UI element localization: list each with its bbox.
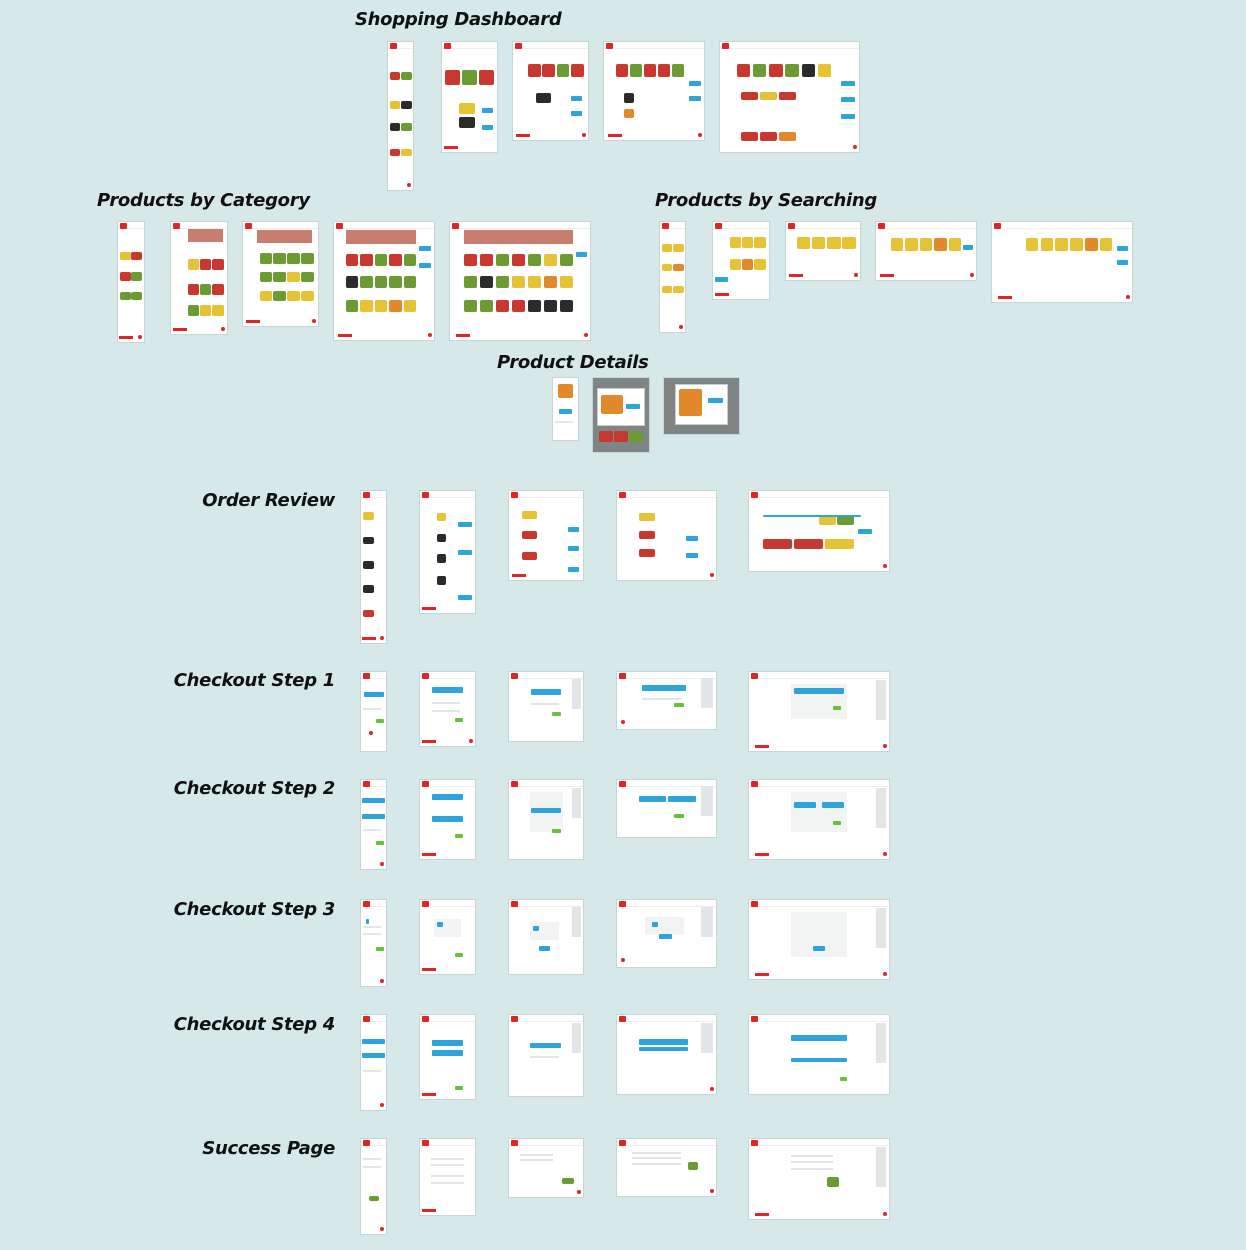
checkout2-tablet-thumbnail[interactable] <box>420 780 475 859</box>
order-review-tablet-thumbnail[interactable] <box>420 491 475 613</box>
checkout2-small-desktop-thumbnail[interactable] <box>509 780 583 859</box>
heading-checkout-step-1: Checkout Step 1 <box>173 670 335 691</box>
heading-success-page: Success Page <box>202 1138 335 1159</box>
category-tablet-thumbnail[interactable] <box>171 222 227 334</box>
dashboard-tablet-thumbnail[interactable] <box>442 42 497 152</box>
checkout1-mobile-thumbnail[interactable] <box>361 672 386 751</box>
search-tablet-thumbnail[interactable] <box>713 222 769 299</box>
checkout2-wide-thumbnail[interactable] <box>749 780 889 859</box>
checkout4-small-desktop-thumbnail[interactable] <box>509 1015 583 1096</box>
order-review-small-desktop-thumbnail[interactable] <box>509 491 583 580</box>
checkout3-small-desktop-thumbnail[interactable] <box>509 900 583 974</box>
order-review-desktop-thumbnail[interactable] <box>617 491 716 580</box>
heading-products-by-searching: Products by Searching <box>655 190 877 211</box>
checkout4-wide-thumbnail[interactable] <box>749 1015 889 1094</box>
checkout3-tablet-thumbnail[interactable] <box>420 900 475 974</box>
search-mobile-thumbnail[interactable] <box>660 222 685 332</box>
success-wide-thumbnail[interactable] <box>749 1139 889 1219</box>
heading-checkout-step-3: Checkout Step 3 <box>173 899 335 920</box>
heading-product-details: Product Details <box>497 352 649 373</box>
heading-checkout-step-4: Checkout Step 4 <box>173 1014 335 1035</box>
success-desktop-thumbnail[interactable] <box>617 1139 716 1196</box>
dashboard-small-desktop-thumbnail[interactable] <box>513 42 588 140</box>
checkout1-small-desktop-thumbnail[interactable] <box>509 672 583 741</box>
search-desktop-thumbnail[interactable] <box>876 222 976 280</box>
checkout1-desktop-thumbnail[interactable] <box>617 672 716 729</box>
dashboard-desktop-thumbnail[interactable] <box>604 42 704 140</box>
heading-checkout-step-2: Checkout Step 2 <box>173 778 335 799</box>
checkout1-tablet-thumbnail[interactable] <box>420 672 475 746</box>
success-mobile-thumbnail[interactable] <box>361 1139 386 1234</box>
checkout3-wide-thumbnail[interactable] <box>749 900 889 979</box>
checkout4-desktop-thumbnail[interactable] <box>617 1015 716 1094</box>
details-tablet-thumbnail[interactable] <box>593 378 649 452</box>
checkout4-mobile-thumbnail[interactable] <box>361 1015 386 1110</box>
order-review-mobile-thumbnail[interactable] <box>361 491 386 643</box>
checkout3-desktop-thumbnail[interactable] <box>617 900 716 967</box>
heading-products-by-category: Products by Category <box>97 190 310 211</box>
dashboard-wide-thumbnail[interactable] <box>720 42 859 152</box>
dashboard-mobile-thumbnail[interactable] <box>388 42 413 190</box>
success-tablet-thumbnail[interactable] <box>420 1139 475 1215</box>
success-small-desktop-thumbnail[interactable] <box>509 1139 583 1197</box>
details-mobile-thumbnail[interactable] <box>553 378 578 440</box>
checkout1-wide-thumbnail[interactable] <box>749 672 889 751</box>
search-small-desktop-thumbnail[interactable] <box>786 222 860 280</box>
details-desktop-thumbnail[interactable] <box>664 378 739 434</box>
category-wide-thumbnail[interactable] <box>450 222 590 340</box>
order-review-wide-thumbnail[interactable] <box>749 491 889 571</box>
category-small-desktop-thumbnail[interactable] <box>243 222 318 326</box>
checkout2-desktop-thumbnail[interactable] <box>617 780 716 837</box>
heading-shopping-dashboard: Shopping Dashboard <box>355 9 562 30</box>
checkout4-tablet-thumbnail[interactable] <box>420 1015 475 1099</box>
category-mobile-thumbnail[interactable] <box>118 222 144 342</box>
heading-order-review: Order Review <box>202 490 335 511</box>
checkout3-mobile-thumbnail[interactable] <box>361 900 386 986</box>
checkout2-mobile-thumbnail[interactable] <box>361 780 386 869</box>
category-desktop-thumbnail[interactable] <box>334 222 434 340</box>
search-wide-thumbnail[interactable] <box>992 222 1132 302</box>
